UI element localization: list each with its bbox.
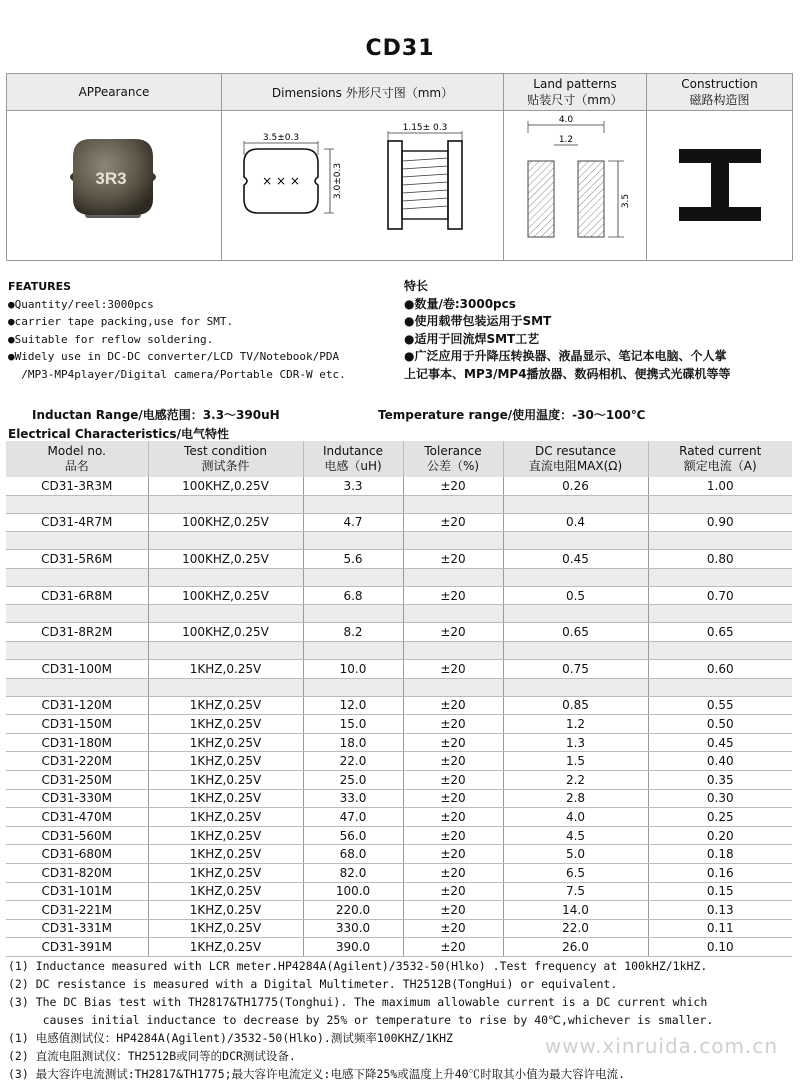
table-cell: 0.18 [648,845,792,864]
table-cell: 0.40 [648,752,792,771]
table-row [6,938,792,957]
table-cell: 0.25 [648,808,792,827]
appearance-header: APPearance [7,74,222,111]
table-cell: CD31-680M [6,845,148,864]
table-spacer-row [6,495,792,513]
table-row [6,770,792,789]
table-cell: 4.5 [503,826,648,845]
table-cell: 0.85 [503,696,648,715]
table-cell: 330.0 [303,919,403,938]
table-cell: 1KHZ,0.25V [148,863,303,882]
table-cell: 18.0 [303,733,403,752]
table-cell: 1KHZ,0.25V [148,808,303,827]
table-cell: CD31-560M [6,826,148,845]
table-cell: 100KHZ,0.25V [148,623,303,642]
table-cell: 0.45 [503,550,648,569]
width-dim-label: 3.5±0.3 [262,133,300,143]
table-row [6,919,792,938]
thickness-dim-label: 1.15± 0.3 [402,123,448,133]
table-cell: 0.65 [648,623,792,642]
feature-cn-item: ●适用于回流焊SMT工艺 [404,331,540,346]
table-cell: 0.30 [648,789,792,808]
col-model-header: Model no. 品名 [6,441,148,477]
table-row [6,513,792,532]
land-header-en: Land patterns [533,76,617,91]
table-cell: 0.55 [648,696,792,715]
note-line: (3) The DC Bias test with TH2817&TH1775(Tonghui). The maximum allowable current is a DC current which [8,995,708,1009]
table-cell: 100KHZ,0.25V [148,586,303,605]
table-cell: 4.7 [303,513,403,532]
note-line: causes initial inductance to decrease by 25% or temperature to rise by 40℃,whichever is smaller. [8,1013,714,1027]
table-cell: 14.0 [503,901,648,920]
temperature-range: Temperature range/使用温度：-30～100℃ [378,408,646,422]
table-cell: CD31-331M [6,919,148,938]
land-length-label: 3.5 [621,193,631,209]
table-cell: 1KHZ,0.25V [148,938,303,957]
note-line: (2) 直流电阻测试仪：TH2512B或同等的DCR测试设备. [8,1049,296,1063]
table-row [6,659,792,678]
table-cell: 33.0 [303,789,403,808]
table-cell: CD31-470M [6,808,148,827]
table-cell: CD31-330M [6,789,148,808]
table-cell: 26.0 [503,938,648,957]
watermark: www.xinruida.com.cn [544,1034,778,1058]
construction-header [647,74,793,111]
table-cell: ±20 [403,623,503,642]
table-spacer-row [6,605,792,623]
table-cell: 1KHZ,0.25V [148,733,303,752]
table-row [6,863,792,882]
table-cell: 0.45 [648,733,792,752]
col-tolerance-header: Tolerance 公差（%) [403,441,503,477]
table-cell: CD31-220M [6,752,148,771]
table-cell: 0.60 [648,659,792,678]
table-cell: 3.3 [303,477,403,495]
table-cell: 2.8 [503,789,648,808]
table-spacer-row [6,641,792,659]
table-row [6,826,792,845]
i-core-icon [647,111,793,257]
table-cell: 8.2 [303,623,403,642]
table-cell: 1KHZ,0.25V [148,770,303,789]
table-cell: ±20 [403,845,503,864]
table-row [6,550,792,569]
table-cell: 22.0 [503,919,648,938]
inductor-photo-icon [7,111,222,257]
table-row [6,733,792,752]
table-cell: 0.20 [648,826,792,845]
table-cell: 1KHZ,0.25V [148,845,303,864]
col-dcr-header: DC resutance 直流电阻MAX(Ω) [503,441,648,477]
feature-en-item: ●Suitable for reflow soldering. [8,332,214,346]
land-pattern-drawing [504,111,647,257]
table-cell: 1KHZ,0.25V [148,789,303,808]
land-pattern-header [504,74,647,111]
table-cell: ±20 [403,733,503,752]
table-cell: 100KHZ,0.25V [148,513,303,532]
table-row [6,715,792,734]
table-cell: 0.5 [503,586,648,605]
table-cell: 220.0 [303,901,403,920]
table-cell: CD31-180M [6,733,148,752]
table-cell: 22.0 [303,752,403,771]
table-cell: CD31-250M [6,770,148,789]
table-cell: 1KHZ,0.25V [148,715,303,734]
land-pattern-cell [504,111,647,261]
table-cell: ±20 [403,715,503,734]
center-mark: × × × [262,174,300,188]
table-row [6,789,792,808]
table-cell: 1KHZ,0.25V [148,882,303,901]
table-cell: 25.0 [303,770,403,789]
table-cell: 0.11 [648,919,792,938]
table-cell: 390.0 [303,938,403,957]
dimensions-cell [222,111,504,261]
table-row [6,808,792,827]
table-cell: 1KHZ,0.25V [148,696,303,715]
features-cn [404,278,731,383]
table-cell: ±20 [403,938,503,957]
table-cell: CD31-4R7M [6,513,148,532]
table-cell: 68.0 [303,845,403,864]
spec-image-table [6,73,793,261]
table-cell: 0.26 [503,477,648,495]
table-cell: 100KHZ,0.25V [148,550,303,569]
col-test-header: Test condition 测试条件 [148,441,303,477]
table-cell: 0.16 [648,863,792,882]
table-cell: 6.8 [303,586,403,605]
table-cell: 100.0 [303,882,403,901]
table-cell: 7.5 [503,882,648,901]
table-cell: CD31-5R6M [6,550,148,569]
table-cell: 1KHZ,0.25V [148,901,303,920]
table-cell: 5.6 [303,550,403,569]
land-header-cn: 贴装尺寸（mm） [527,92,623,107]
land-total-label: 4.0 [558,115,574,125]
dimensions-header: Dimensions 外形尺寸图（mm） [222,74,504,111]
table-cell: 0.15 [648,882,792,901]
table-cell: 0.35 [648,770,792,789]
note-line: (2) DC resistance is measured with a Digital Multimeter. TH2512B(TongHui) or equivalent. [8,977,618,991]
table-cell: 1KHZ,0.25V [148,659,303,678]
table-cell: CD31-100M [6,659,148,678]
table-cell: 12.0 [303,696,403,715]
height-dim-label: 3.0±0.3 [333,162,343,200]
table-row [6,901,792,920]
feature-cn-item: ●数量/卷:3000pcs [404,296,516,311]
table-cell: ±20 [403,901,503,920]
note-line: (1) Inductance measured with LCR meter.HP4284A(Agilent)/3532-50(Hlko) .Test frequency at 100kHZ/1kHZ. [8,959,708,973]
features-cn-title: 特长 [404,279,429,293]
table-cell: 1.3 [503,733,648,752]
col-inductance-header: Indutance 电感（uH) [303,441,403,477]
table-cell: ±20 [403,919,503,938]
table-row [6,696,792,715]
notes [8,957,713,1083]
table-cell: CD31-150M [6,715,148,734]
table-cell: 1KHZ,0.25V [148,826,303,845]
table-row [6,752,792,771]
table-cell: 0.90 [648,513,792,532]
table-cell: ±20 [403,550,503,569]
table-cell: 1KHZ,0.25V [148,919,303,938]
feature-en-item: ●carrier tape packing,use for SMT. [8,315,234,328]
note-line: (3) 最大容许电流测试:TH2817&TH1775;最大容许电流定义:电感下降25%或温度上升40℃时取其小值为最大容许电流. [8,1067,626,1081]
construction-header-en: Construction [681,76,758,91]
table-row [6,477,792,495]
construction-cell [647,111,793,261]
table-cell: 1.00 [648,477,792,495]
col-current-header: Rated current 额定电流（A) [648,441,792,477]
table-row [6,586,792,605]
table-cell: 0.70 [648,586,792,605]
table-cell: ±20 [403,770,503,789]
table-row [6,845,792,864]
table-cell: ±20 [403,789,503,808]
feature-en-item: ●Quantity/reel:3000pcs [8,297,154,311]
table-cell: 4.0 [503,808,648,827]
table-spacer-row [6,678,792,696]
feature-cn-item: ●使用载带包装运用于SMT [404,314,552,328]
part-marking: 3R3 [95,169,127,188]
features-en-title: FEATURES [8,280,72,293]
table-cell: 0.75 [503,659,648,678]
electrical-title: Electrical Characteristics/电气特性 [8,427,229,441]
table-cell: CD31-820M [6,863,148,882]
table-cell: 15.0 [303,715,403,734]
table-cell: CD31-8R2M [6,623,148,642]
table-cell: CD31-391M [6,938,148,957]
table-cell: 0.4 [503,513,648,532]
table-cell: CD31-120M [6,696,148,715]
table-cell: CD31-6R8M [6,586,148,605]
table-cell: 100KHZ,0.25V [148,477,303,495]
table-cell: 0.65 [503,623,648,642]
table-cell: 6.5 [503,863,648,882]
page-title: CD31 [365,36,435,61]
table-cell: 56.0 [303,826,403,845]
table-cell: 2.2 [503,770,648,789]
table-cell: 1.2 [503,715,648,734]
table-cell: 10.0 [303,659,403,678]
electrical-table [6,441,792,957]
table-row [6,882,792,901]
feature-cn-item: 上记事本、MP3/MP4播放器、数码相机、便携式光碟机等等 [404,366,731,381]
table-cell: 47.0 [303,808,403,827]
table-cell: 0.50 [648,715,792,734]
table-cell: CD31-221M [6,901,148,920]
table-cell: 1.5 [503,752,648,771]
table-cell: ±20 [403,513,503,532]
appearance-cell [7,111,222,261]
note-line: (1) 电感值测试仪：HP4284A(Agilent)/3532-50(Hlko).测试频率100KHZ/1KHZ [8,1031,453,1045]
feature-en-item: ●Widely use in DC-DC converter/LCD TV/Notebook/PDA [8,350,340,363]
table-cell: CD31-3R3M [6,477,148,495]
table-cell: 0.13 [648,901,792,920]
table-cell: 5.0 [503,845,648,864]
table-cell: CD31-101M [6,882,148,901]
table-row [6,623,792,642]
features-en [8,278,346,383]
table-cell: ±20 [403,826,503,845]
land-gap-label: 1.2 [558,135,574,145]
table-cell: ±20 [403,863,503,882]
feature-en-item: /MP3-MP4player/Digital camera/Portable CDR-W etc. [8,367,346,381]
table-cell: ±20 [403,586,503,605]
feature-cn-item: ●广泛应用于升降压转换器、液晶显示、笔记本电脑、个人掌 [404,349,727,363]
table-cell: ±20 [403,659,503,678]
table-cell: ±20 [403,477,503,495]
table-spacer-row [6,532,792,550]
construction-header-cn: 磁路构造图 [689,92,750,107]
dimension-drawing [222,111,504,257]
table-cell: 0.10 [648,938,792,957]
table-cell: 82.0 [303,863,403,882]
table-spacer-row [6,568,792,586]
table-cell: 1KHZ,0.25V [148,752,303,771]
table-cell: ±20 [403,882,503,901]
table-cell: ±20 [403,696,503,715]
inductance-range: Inductan Range/电感范围：3.3～390uH [32,408,280,422]
table-cell: ±20 [403,808,503,827]
table-cell: 0.80 [648,550,792,569]
table-cell: ±20 [403,752,503,771]
